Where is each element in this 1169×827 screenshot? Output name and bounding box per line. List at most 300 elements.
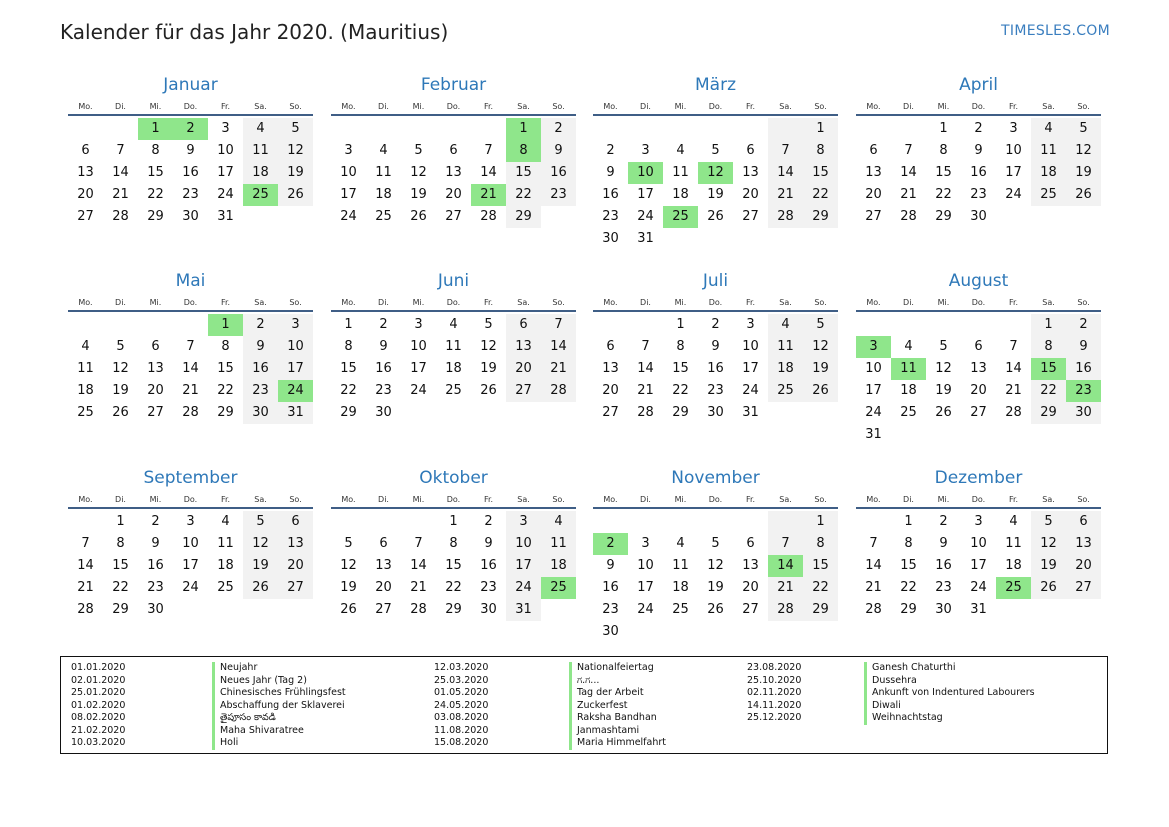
day-cell: 20 [77,187,94,202]
empty-day-cell [68,118,103,140]
day-cell: 14 [768,162,803,184]
month-12 [856,465,1101,621]
holiday-day-cell: 25 [996,577,1031,599]
weekday-label: Sa. [1042,297,1055,307]
weekday-label: Fr. [483,494,494,504]
holiday-date: 12.03.2020 [434,662,489,673]
month-6 [331,268,576,424]
day-cell: 23 [707,383,724,398]
weekday-label: Do. [708,494,723,504]
empty-day-cell [768,511,803,533]
empty-day-cell [471,118,506,140]
weekday-label: Di. [903,494,914,504]
weekday-label: Mo. [866,101,881,111]
month-9 [68,465,313,621]
day-cell: 17 [637,187,654,202]
day-cell: 16 [602,580,619,595]
holiday-dates-col-2 [434,662,488,750]
day-cell: 22 [900,580,917,595]
day-cell: 22 [445,580,462,595]
day-cell: 16 [243,358,278,380]
day-cell: 15 [147,165,164,180]
day-cell: 14 [1005,361,1022,376]
day-cell: 27 [278,577,313,599]
day-cell: 16 [1066,358,1101,380]
weekday-label: Do. [971,494,986,504]
day-cell: 13 [375,558,392,573]
day-cell: 28 [182,405,199,420]
holiday-day-cell: 24 [278,380,313,402]
day-cell: 21 [768,577,803,599]
holiday-date: 01.05.2020 [434,687,489,698]
day-cell: 28 [410,602,427,617]
day-cell: 17 [742,361,759,376]
day-cell: 26 [340,602,357,617]
weekday-header [68,294,313,312]
day-cell: 1 [116,514,125,529]
day-cell: 29 [935,209,952,224]
empty-day-cell [628,314,663,336]
weekday-label: So. [1077,494,1090,504]
weekday-header [593,491,838,509]
empty-day-cell [366,511,401,533]
day-cell: 8 [151,143,160,158]
day-cell: 11 [672,165,689,180]
day-cell: 2 [243,314,278,336]
weekday-header [593,294,838,312]
day-cell: 21 [182,383,199,398]
day-cell: 24 [506,577,541,599]
day-cell: 18 [900,383,917,398]
day-cell: 15 [112,558,129,573]
day-cell: 20 [1066,555,1101,577]
day-cell: 16 [541,162,576,184]
day-cell: 5 [484,317,493,332]
holiday-day-cell: 21 [471,184,506,206]
day-cell: 10 [340,165,357,180]
weekday-label: So. [552,101,565,111]
day-cell: 16 [480,558,497,573]
weekday-label: So. [1077,297,1090,307]
day-cell: 12 [935,361,952,376]
day-cell: 27 [147,405,164,420]
day-grid [856,511,1101,621]
day-cell: 7 [81,536,90,551]
day-grid [856,314,1101,446]
weekday-label: Mi. [412,297,425,307]
day-cell: 30 [970,209,987,224]
holiday-date: 02.11.2020 [747,687,802,698]
day-cell: 9 [711,339,720,354]
day-cell: 7 [484,143,493,158]
day-cell: 29 [506,206,541,228]
day-cell: 19 [707,187,724,202]
day-cell: 16 [375,361,392,376]
day-cell: 26 [278,184,313,206]
month-name: Oktober [419,468,488,488]
holiday-name: Neujahr [220,662,258,673]
day-cell: 9 [151,536,160,551]
day-cell: 23 [375,383,392,398]
weekday-label: Mo. [603,101,618,111]
empty-day-cell [628,511,663,533]
weekday-label: Di. [903,297,914,307]
day-cell: 8 [904,536,913,551]
day-cell: 3 [746,317,755,332]
day-cell: 6 [869,143,878,158]
weekday-label: Mi. [937,297,950,307]
weekday-label: Do. [971,101,986,111]
month-4 [856,72,1101,228]
weekday-label: So. [814,101,827,111]
weekday-label: Mi. [937,101,950,111]
month-1 [68,72,313,228]
day-cell: 1 [344,317,353,332]
day-cell: 29 [803,599,838,621]
holiday-day-cell: 1 [506,118,541,140]
day-cell: 7 [904,143,913,158]
day-cell: 17 [182,558,199,573]
day-cell: 25 [77,405,94,420]
day-cell: 18 [768,358,803,380]
day-cell: 25 [768,380,803,402]
holiday-dates-col-3 [747,662,801,725]
day-cell: 18 [375,187,392,202]
holiday-name: Tag der Arbeit [577,687,644,698]
day-cell: 8 [1031,336,1066,358]
weekday-header [331,98,576,116]
day-grid [331,118,576,228]
month-name: Juni [437,271,470,291]
day-cell: 5 [1066,118,1101,140]
day-cell: 24 [742,383,759,398]
day-cell: 25 [900,405,917,420]
day-cell: 19 [340,580,357,595]
weekday-label: Mo. [603,494,618,504]
day-cell: 7 [1009,339,1018,354]
holiday-date: 25.03.2020 [434,674,489,686]
day-cell: 3 [221,121,230,136]
holiday-day-cell: 1 [138,118,173,140]
holiday-name: Chinesisches Frühlingsfest [220,687,346,698]
day-cell: 16 [935,558,952,573]
holiday-name: Ganesh Chaturthi [872,662,956,673]
day-cell: 6 [606,339,615,354]
day-cell: 12 [707,558,724,573]
day-cell: 11 [1031,140,1066,162]
day-cell: 11 [77,361,94,376]
day-cell: 22 [803,184,838,206]
day-cell: 10 [970,536,987,551]
day-cell: 7 [116,143,125,158]
day-cell: 18 [541,555,576,577]
weekday-label: Fr. [220,101,231,111]
day-cell: 21 [112,187,129,202]
day-cell: 17 [506,555,541,577]
day-cell: 8 [939,143,948,158]
day-cell: 4 [768,314,803,336]
day-cell: 12 [278,140,313,162]
day-cell: 12 [480,339,497,354]
day-grid [331,511,576,621]
day-cell: 26 [707,602,724,617]
weekday-label: Mi. [674,101,687,111]
day-cell: 8 [449,536,458,551]
day-grid [331,314,576,424]
holiday-day-cell: 15 [1031,358,1066,380]
day-cell: 19 [935,383,952,398]
day-cell: 22 [506,184,541,206]
day-cell: 16 [707,361,724,376]
weekday-label: So. [289,101,302,111]
weekday-label: Sa. [517,101,530,111]
day-cell: 4 [904,339,913,354]
day-cell: 4 [449,317,458,332]
weekday-label: Sa. [254,297,267,307]
holiday-date: 11.08.2020 [434,724,489,736]
day-cell: 11 [243,140,278,162]
day-cell: 27 [445,209,462,224]
day-cell: 13 [278,533,313,555]
day-cell: 9 [484,536,493,551]
day-cell: 20 [375,580,392,595]
holiday-name: Holi [220,737,239,748]
day-cell: 3 [186,514,195,529]
day-cell: 11 [445,339,462,354]
day-cell: 18 [77,383,94,398]
day-cell: 26 [112,405,129,420]
empty-day-cell [593,314,628,336]
day-cell: 19 [278,162,313,184]
day-cell: 23 [480,580,497,595]
day-cell: 29 [672,405,689,420]
brand-link[interactable]: TIMESLES.COM [1001,23,1110,39]
day-cell: 4 [1031,118,1066,140]
weekday-label: Sa. [779,297,792,307]
day-cell: 18 [217,558,234,573]
day-cell: 15 [217,361,234,376]
day-cell: 31 [742,405,759,420]
day-cell: 3 [1009,121,1018,136]
weekday-label: Di. [640,101,651,111]
day-cell: 4 [676,143,685,158]
day-cell: 28 [637,405,654,420]
day-cell: 30 [935,602,952,617]
day-cell: 10 [278,336,313,358]
weekday-label: Fr. [1008,101,1019,111]
day-cell: 28 [541,380,576,402]
empty-day-cell [68,511,103,533]
empty-day-cell [891,314,926,336]
day-cell: 22 [672,383,689,398]
weekday-label: Mo. [866,494,881,504]
day-cell: 24 [340,209,357,224]
day-cell: 22 [340,383,357,398]
day-cell: 6 [506,314,541,336]
day-cell: 18 [1005,558,1022,573]
day-cell: 19 [410,187,427,202]
weekday-label: Do. [708,297,723,307]
weekday-label: Fr. [1008,297,1019,307]
day-cell: 26 [1066,184,1101,206]
day-cell: 25 [445,383,462,398]
weekday-label: Di. [115,494,126,504]
empty-day-cell [173,314,208,336]
month-5 [68,268,313,424]
day-cell: 3 [641,143,650,158]
day-cell: 25 [375,209,392,224]
day-cell: 27 [77,209,94,224]
day-cell: 16 [970,165,987,180]
empty-day-cell [663,118,698,140]
day-cell: 24 [637,209,654,224]
day-cell: 28 [77,602,94,617]
day-cell: 3 [278,314,313,336]
day-cell: 15 [506,162,541,184]
day-cell: 21 [410,580,427,595]
day-cell: 26 [935,405,952,420]
weekday-label: Sa. [254,494,267,504]
day-cell: 9 [1066,336,1101,358]
weekday-header [593,98,838,116]
day-cell: 13 [77,165,94,180]
day-cell: 10 [506,533,541,555]
weekday-label: So. [814,297,827,307]
day-cell: 23 [970,187,987,202]
day-cell: 9 [186,143,195,158]
weekday-label: So. [552,297,565,307]
day-cell: 1 [449,514,458,529]
weekday-label: Di. [640,297,651,307]
weekday-header [856,491,1101,509]
day-cell: 11 [1005,536,1022,551]
day-cell: 3 [506,511,541,533]
day-cell: 21 [865,580,882,595]
day-cell: 6 [449,143,458,158]
day-cell: 13 [742,165,759,180]
weekday-label: Mo. [341,101,356,111]
day-cell: 20 [602,383,619,398]
day-cell: 11 [541,533,576,555]
day-cell: 5 [116,339,125,354]
day-cell: 31 [865,427,882,442]
day-cell: 10 [637,558,654,573]
holiday-name: Ankunft von Indentured Labourers [872,687,1035,698]
day-cell: 22 [112,580,129,595]
day-cell: 14 [112,165,129,180]
day-cell: 27 [742,602,759,617]
day-cell: 31 [217,209,234,224]
holiday-date: 23.08.2020 [747,662,802,673]
day-cell: 1 [1031,314,1066,336]
day-cell: 17 [865,383,882,398]
day-cell: 20 [445,187,462,202]
day-cell: 5 [711,536,720,551]
day-cell: 11 [768,336,803,358]
day-cell: 26 [243,577,278,599]
weekday-label: Do. [446,297,461,307]
day-grid [68,511,313,621]
holiday-name: Nationalfeiertag [577,662,654,673]
weekday-header [68,98,313,116]
weekday-label: Do. [708,101,723,111]
holiday-date: 01.02.2020 [71,699,126,711]
day-cell: 27 [602,405,619,420]
day-cell: 19 [803,358,838,380]
holiday-day-cell: 3 [856,336,891,358]
day-cell: 23 [147,580,164,595]
weekday-label: Sa. [779,494,792,504]
day-cell: 1 [939,121,948,136]
month-name: Dezember [934,468,1023,488]
day-cell: 29 [803,206,838,228]
empty-day-cell [856,118,891,140]
day-cell: 30 [147,602,164,617]
holiday-name: ಗ.ಗ... [577,674,600,686]
day-cell: 12 [1066,140,1101,162]
day-cell: 19 [1066,162,1101,184]
month-name: Juli [702,271,729,291]
day-cell: 22 [147,187,164,202]
day-cell: 20 [147,383,164,398]
day-cell: 24 [217,187,234,202]
holiday-names-col-2 [569,662,666,750]
day-cell: 26 [480,383,497,398]
day-cell: 12 [803,336,838,358]
day-cell: 3 [641,536,650,551]
day-cell: 20 [742,580,759,595]
holiday-name: Maria Himmelfahrt [577,737,666,748]
day-cell: 1 [676,317,685,332]
holiday-date: 15.08.2020 [434,737,489,748]
empty-day-cell [331,511,366,533]
day-cell: 29 [900,602,917,617]
weekday-label: So. [289,297,302,307]
day-cell: 24 [637,602,654,617]
day-cell: 21 [1005,383,1022,398]
month-10 [331,465,576,621]
day-cell: 27 [1066,577,1101,599]
holiday-names-col-1 [212,662,346,750]
day-cell: 7 [541,314,576,336]
day-cell: 15 [803,162,838,184]
day-cell: 24 [865,405,882,420]
holiday-name: తైపూసం కావడి [220,712,276,723]
weekday-label: Mo. [341,297,356,307]
day-cell: 7 [768,533,803,555]
day-cell: 2 [484,514,493,529]
day-cell: 3 [344,143,353,158]
holiday-name: Abschaffung der Sklaverei [220,699,345,711]
holiday-date: 25.12.2020 [747,712,802,723]
day-cell: 18 [445,361,462,376]
day-cell: 9 [606,165,615,180]
day-cell: 11 [672,558,689,573]
day-cell: 30 [375,405,392,420]
day-cell: 25 [217,580,234,595]
day-cell: 14 [637,361,654,376]
day-cell: 27 [742,209,759,224]
day-cell: 26 [410,209,427,224]
empty-day-cell [733,511,768,533]
day-cell: 12 [1031,533,1066,555]
day-cell: 10 [742,339,759,354]
day-cell: 15 [445,558,462,573]
day-cell: 30 [243,402,278,424]
weekday-label: Fr. [745,494,756,504]
day-cell: 22 [935,187,952,202]
weekday-header [856,98,1101,116]
